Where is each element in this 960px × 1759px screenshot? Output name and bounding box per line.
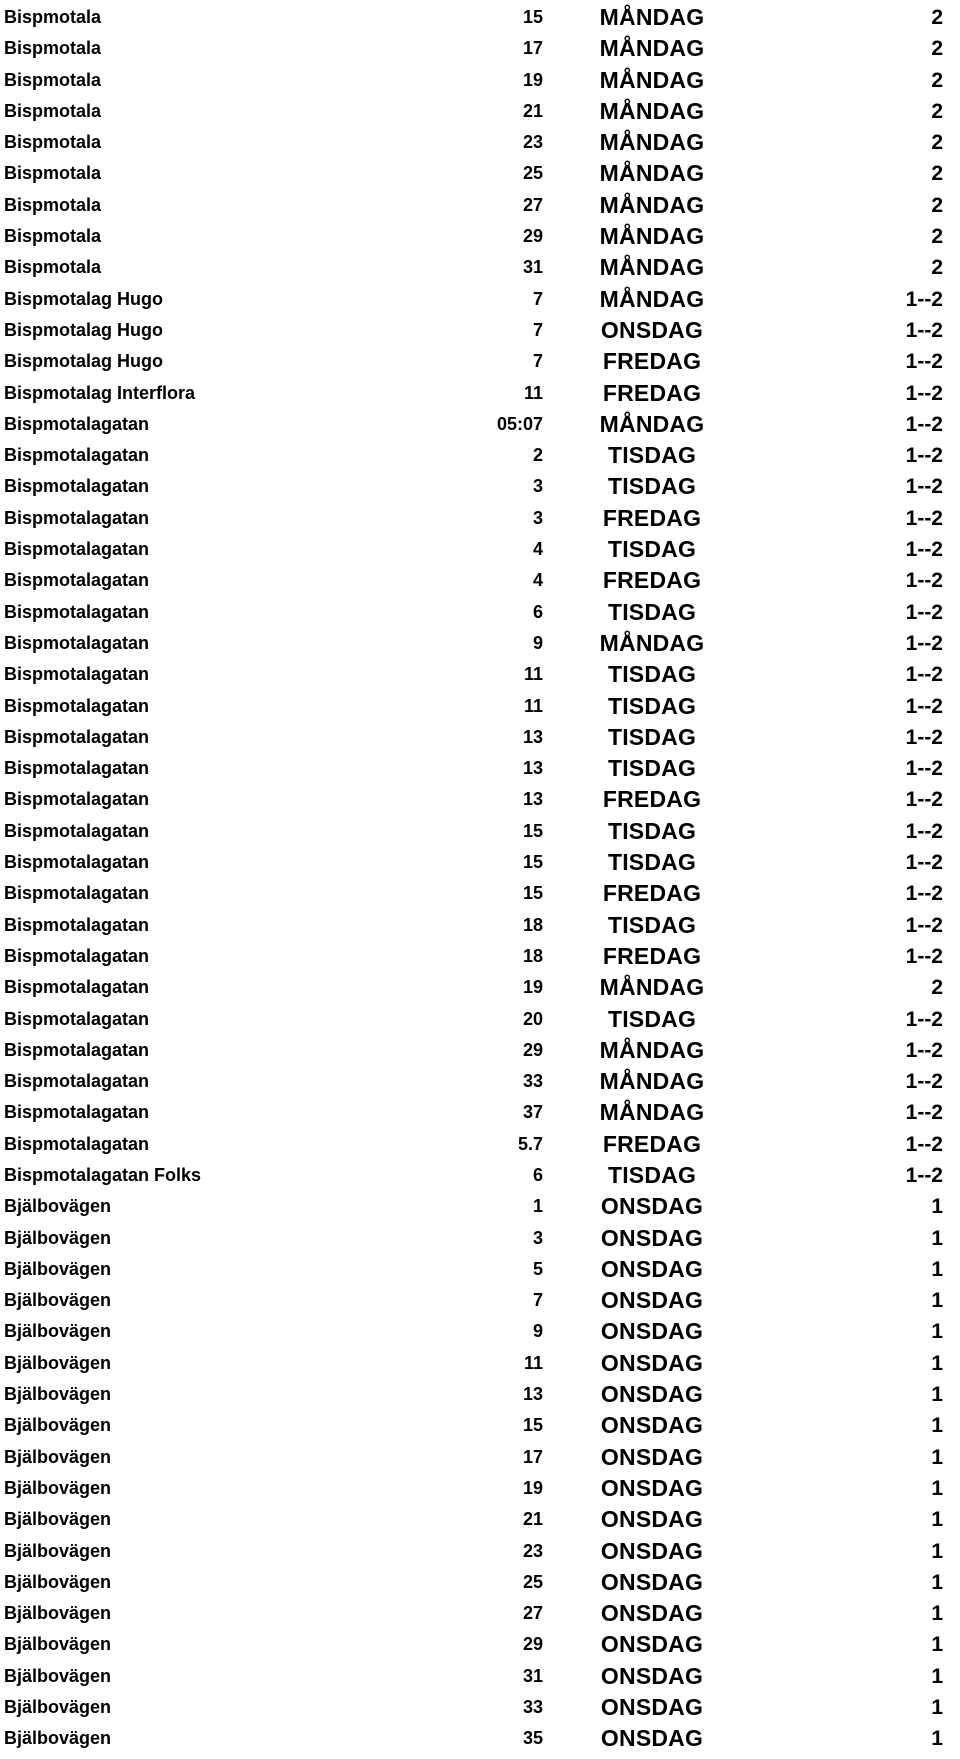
table-row (0, 378, 960, 409)
table-row (0, 847, 960, 878)
weekday-cell: TISDAG (607, 911, 697, 938)
house-number-cell: 37 (522, 1102, 543, 1123)
house-number-cell: 35 (522, 1728, 543, 1749)
table-row (0, 816, 960, 847)
period-cell: 1--2 (905, 506, 943, 530)
period-cell: 2 (931, 256, 943, 280)
weekday-cell: TISDAG (607, 473, 697, 500)
weekday-cell: FREDAG (602, 567, 702, 594)
house-number-cell: 15 (522, 7, 543, 27)
street-name-cell: Bispmotalagatan (4, 632, 150, 653)
table-row (0, 972, 960, 1003)
house-number-cell: 3 (532, 1227, 543, 1248)
weekday-cell: MÅNDAG (599, 160, 705, 187)
table-row (0, 1473, 960, 1504)
weekday-cell: MÅNDAG (599, 4, 705, 30)
house-number-cell: 25 (522, 1571, 543, 1592)
street-name-cell: Bjälbovägen (4, 1415, 112, 1436)
table-row (0, 1129, 960, 1160)
weekday-cell: MÅNDAG (599, 410, 705, 437)
house-number-cell: 23 (522, 132, 543, 153)
weekday-cell: TISDAG (607, 536, 697, 563)
weekday-cell: ONSDAG (600, 1412, 704, 1439)
house-number-cell: 29 (522, 1634, 543, 1655)
weekday-cell: ONSDAG (600, 1224, 704, 1251)
house-number-cell: 9 (532, 632, 543, 653)
house-number-cell: 19 (522, 977, 543, 998)
period-cell: 1 (931, 1289, 943, 1313)
period-cell: 1 (931, 1633, 943, 1657)
house-number-cell: 31 (522, 257, 543, 278)
period-cell: 1--2 (905, 569, 943, 593)
house-number-cell: 13 (522, 758, 543, 779)
table-row (0, 659, 960, 690)
street-name-cell: Bispmotalag Hugo (4, 351, 164, 372)
period-cell: 1 (931, 1226, 943, 1250)
street-name-cell: Bispmotalagatan (4, 476, 150, 497)
period-cell: 1--2 (905, 631, 943, 655)
weekday-cell: FREDAG (602, 504, 702, 531)
weekday-cell: TISDAG (607, 849, 697, 876)
weekday-cell: ONSDAG (600, 1318, 704, 1345)
weekday-cell: ONSDAG (600, 316, 704, 343)
table-row (0, 1379, 960, 1410)
weekday-cell: ONSDAG (600, 1443, 704, 1470)
house-number-cell: 11 (523, 664, 543, 685)
house-number-cell: 19 (522, 69, 543, 90)
table-row (0, 878, 960, 909)
street-name-cell: Bjälbovägen (4, 1196, 112, 1217)
street-name-cell: Bispmotalagatan Folks (4, 1164, 202, 1185)
table-row (0, 565, 960, 596)
table-row (0, 1348, 960, 1379)
street-name-cell: Bispmotalagatan (4, 445, 150, 466)
house-number-cell: 27 (522, 1603, 543, 1624)
table-row (0, 1160, 960, 1191)
period-cell: 2 (931, 6, 943, 29)
table-row (0, 1035, 960, 1066)
table-row (0, 1598, 960, 1629)
street-name-cell: Bispmotalagatan (4, 507, 150, 528)
street-name-cell: Bispmotalagatan (4, 883, 150, 904)
street-name-cell: Bispmotalagatan (4, 977, 150, 998)
period-cell: 1--2 (905, 350, 943, 374)
period-cell: 1--2 (905, 944, 943, 968)
weekday-cell: MÅNDAG (599, 285, 705, 312)
weekday-cell: MÅNDAG (599, 66, 705, 93)
table-row (0, 1410, 960, 1441)
weekday-cell: FREDAG (602, 880, 702, 907)
street-name-cell: Bjälbovägen (4, 1227, 112, 1248)
street-name-cell: Bjälbovägen (4, 1665, 112, 1686)
period-cell: 2 (931, 162, 943, 186)
street-name-cell: Bispmotalagatan (4, 1071, 150, 1092)
table-row (0, 784, 960, 815)
house-number-cell: 13 (522, 1384, 543, 1405)
street-name-cell: Bispmotalagatan (4, 726, 150, 747)
period-cell: 2 (931, 99, 943, 123)
period-cell: 1--2 (905, 1163, 943, 1187)
street-name-cell: Bispmotalagatan (4, 601, 150, 622)
street-name-cell: Bispmotala (4, 69, 102, 90)
period-cell: 1 (931, 1539, 943, 1563)
table-row (0, 315, 960, 346)
period-cell: 2 (931, 37, 943, 61)
table-row (0, 691, 960, 722)
weekday-cell: ONSDAG (600, 1662, 704, 1689)
period-cell: 1 (931, 1696, 943, 1720)
weekday-cell: ONSDAG (600, 1631, 704, 1658)
period-cell: 1 (931, 1195, 943, 1219)
house-number-cell: 1 (532, 1196, 543, 1217)
period-cell: 1 (931, 1383, 943, 1407)
house-number-cell: 18 (522, 945, 543, 966)
weekday-cell: ONSDAG (600, 1694, 704, 1721)
weekday-cell: ONSDAG (600, 1600, 704, 1627)
weekday-cell: ONSDAG (600, 1568, 704, 1595)
weekday-cell: TISDAG (607, 598, 697, 625)
street-name-cell: Bispmotalagatan (4, 664, 150, 685)
street-name-cell: Bispmotalagatan (4, 852, 150, 873)
table-row (0, 96, 960, 127)
house-number-cell: 17 (522, 38, 543, 59)
table-row (0, 127, 960, 158)
street-name-cell: Bispmotalagatan (4, 789, 150, 810)
street-name-cell: Bjälbovägen (4, 1352, 112, 1373)
weekday-cell: MÅNDAG (599, 129, 705, 156)
period-cell: 2 (931, 193, 943, 217)
street-name-cell: Bjälbovägen (4, 1540, 112, 1561)
weekday-cell: ONSDAG (600, 1193, 704, 1220)
weekday-cell: FREDAG (602, 942, 702, 969)
weekday-cell: MÅNDAG (599, 1068, 705, 1095)
period-cell: 1 (931, 1727, 943, 1751)
table-row (0, 1004, 960, 1035)
street-name-cell: Bispmotala (4, 226, 102, 247)
period-cell: 2 (931, 131, 943, 155)
table-row (0, 252, 960, 283)
table-row (0, 722, 960, 753)
weekday-cell: MÅNDAG (599, 35, 705, 62)
weekday-cell: TISDAG (607, 723, 697, 750)
house-number-cell: 4 (532, 570, 543, 591)
house-number-cell: 19 (522, 1477, 543, 1498)
street-name-cell: Bispmotalagatan (4, 1039, 150, 1060)
house-number-cell: 21 (522, 1509, 543, 1530)
period-cell: 2 (931, 976, 943, 1000)
street-name-cell: Bispmotala (4, 7, 102, 27)
table-row (0, 284, 960, 315)
table-row (0, 1066, 960, 1097)
street-name-cell: Bjälbovägen (4, 1384, 112, 1405)
weekday-cell: TISDAG (607, 755, 697, 782)
house-number-cell: 13 (522, 726, 543, 747)
table-row (0, 1661, 960, 1692)
table-row (0, 346, 960, 377)
house-number-cell: 7 (532, 288, 543, 309)
table-row (0, 1316, 960, 1347)
table-row (0, 753, 960, 784)
period-cell: 1--2 (905, 725, 943, 749)
period-cell: 1 (931, 1570, 943, 1594)
street-name-cell: Bispmotala (4, 38, 102, 59)
period-cell: 1--2 (905, 381, 943, 405)
table-row (0, 1504, 960, 1535)
period-cell: 1 (931, 1602, 943, 1626)
street-name-cell: Bispmotalag Interflora (4, 382, 196, 403)
period-cell: 1--2 (905, 694, 943, 718)
weekday-cell: MÅNDAG (599, 974, 705, 1001)
street-name-cell: Bjälbovägen (4, 1603, 112, 1624)
house-number-cell: 15 (522, 820, 543, 841)
period-cell: 1--2 (905, 819, 943, 843)
table-row (0, 190, 960, 221)
house-number-cell: 27 (522, 194, 543, 215)
house-number-cell: 5 (532, 1258, 543, 1279)
house-number-cell: 29 (522, 226, 543, 247)
table-row (0, 1536, 960, 1567)
house-number-cell: 29 (522, 1039, 543, 1060)
period-cell: 2 (931, 225, 943, 249)
table-row (0, 221, 960, 252)
period-cell: 1 (931, 1508, 943, 1532)
house-number-cell: 15 (522, 852, 543, 873)
table-row (0, 910, 960, 941)
table-row (0, 1629, 960, 1660)
house-number-cell: 05:07 (496, 413, 543, 434)
house-number-cell: 11 (523, 382, 543, 403)
house-number-cell: 7 (532, 1290, 543, 1311)
table-row (0, 1723, 960, 1754)
street-name-cell: Bispmotalagatan (4, 570, 150, 591)
period-cell: 1--2 (905, 1101, 943, 1125)
weekday-cell: FREDAG (602, 379, 702, 406)
table-row (0, 1254, 960, 1285)
period-cell: 1 (931, 1476, 943, 1500)
house-number-cell: 5.7 (517, 1133, 543, 1154)
street-name-cell: Bispmotalagatan (4, 539, 150, 560)
period-cell: 1--2 (905, 882, 943, 906)
weekday-cell: MÅNDAG (599, 1099, 705, 1126)
weekday-cell: TISDAG (607, 1161, 697, 1188)
street-name-cell: Bispmotalagatan (4, 695, 150, 716)
table-row (0, 2, 960, 33)
house-number-cell: 11 (523, 1352, 543, 1373)
weekday-cell: TISDAG (607, 661, 697, 688)
period-cell: 1--2 (905, 1070, 943, 1094)
period-cell: 1 (931, 1414, 943, 1438)
weekday-cell: FREDAG (602, 348, 702, 375)
table-row (0, 941, 960, 972)
street-name-cell: Bjälbovägen (4, 1634, 112, 1655)
period-cell: 1--2 (905, 444, 943, 468)
house-number-cell: 15 (522, 1415, 543, 1436)
period-cell: 1--2 (905, 788, 943, 812)
street-name-cell: Bjälbovägen (4, 1258, 112, 1279)
weekday-cell: MÅNDAG (599, 1036, 705, 1063)
house-number-cell: 33 (522, 1697, 543, 1718)
weekday-cell: ONSDAG (600, 1287, 704, 1314)
street-name-cell: Bispmotala (4, 132, 102, 153)
period-cell: 1 (931, 1320, 943, 1344)
period-cell: 1--2 (905, 600, 943, 624)
weekday-cell: TISDAG (607, 817, 697, 844)
house-number-cell: 7 (532, 319, 543, 340)
house-number-cell: 31 (522, 1665, 543, 1686)
weekday-cell: MÅNDAG (599, 97, 705, 124)
table-row (0, 1567, 960, 1598)
table-row (0, 1223, 960, 1254)
period-cell: 1--2 (905, 412, 943, 436)
table-row (0, 65, 960, 96)
table-row (0, 33, 960, 64)
table-row (0, 1285, 960, 1316)
weekday-cell: TISDAG (607, 1005, 697, 1032)
house-number-cell: 4 (532, 539, 543, 560)
weekday-cell: FREDAG (602, 786, 702, 813)
street-name-cell: Bispmotala (4, 194, 102, 215)
period-cell: 1--2 (905, 475, 943, 499)
street-name-cell: Bjälbovägen (4, 1509, 112, 1530)
period-cell: 1--2 (905, 1132, 943, 1156)
house-number-cell: 25 (522, 163, 543, 184)
table-row (0, 440, 960, 471)
weekday-cell: MÅNDAG (599, 191, 705, 218)
period-cell: 1--2 (905, 318, 943, 342)
period-cell: 1--2 (905, 538, 943, 562)
weekday-cell: ONSDAG (600, 1474, 704, 1501)
street-name-cell: Bjälbovägen (4, 1290, 112, 1311)
period-cell: 1--2 (905, 851, 943, 875)
period-cell: 1 (931, 1351, 943, 1375)
weekday-cell: ONSDAG (600, 1506, 704, 1533)
house-number-cell: 11 (523, 695, 543, 716)
street-name-cell: Bjälbovägen (4, 1571, 112, 1592)
street-name-cell: Bispmotalagatan (4, 758, 150, 779)
house-number-cell: 18 (522, 914, 543, 935)
house-number-cell: 15 (522, 883, 543, 904)
street-name-cell: Bjälbovägen (4, 1477, 112, 1498)
period-cell: 1 (931, 1257, 943, 1281)
table-row (0, 1097, 960, 1128)
weekday-cell: ONSDAG (600, 1725, 704, 1752)
weekday-cell: MÅNDAG (599, 254, 705, 281)
schedule-table (0, 2, 960, 1755)
weekday-cell: TISDAG (607, 692, 697, 719)
table-row (0, 597, 960, 628)
house-number-cell: 13 (522, 789, 543, 810)
house-number-cell: 17 (522, 1446, 543, 1467)
period-cell: 1--2 (905, 287, 943, 311)
period-cell: 2 (931, 68, 943, 92)
period-cell: 1 (931, 1664, 943, 1688)
house-number-cell: 33 (522, 1071, 543, 1092)
house-number-cell: 2 (532, 445, 543, 466)
weekday-cell: ONSDAG (600, 1537, 704, 1564)
street-name-cell: Bjälbovägen (4, 1321, 112, 1342)
table-row (0, 1191, 960, 1222)
street-name-cell: Bispmotalagatan (4, 945, 150, 966)
table-row (0, 471, 960, 502)
table-row (0, 628, 960, 659)
street-name-cell: Bjälbovägen (4, 1697, 112, 1718)
street-name-cell: Bispmotalagatan (4, 820, 150, 841)
street-name-cell: Bispmotalag Hugo (4, 319, 164, 340)
period-cell: 1 (931, 1445, 943, 1469)
street-name-cell: Bispmotalagatan (4, 914, 150, 935)
weekday-cell: ONSDAG (600, 1381, 704, 1408)
table-row (0, 534, 960, 565)
street-name-cell: Bjälbovägen (4, 1446, 112, 1467)
street-name-cell: Bispmotala (4, 100, 102, 121)
house-number-cell: 20 (522, 1008, 543, 1029)
table-row (0, 158, 960, 189)
weekday-cell: MÅNDAG (599, 629, 705, 656)
house-number-cell: 7 (532, 351, 543, 372)
house-number-cell: 3 (532, 476, 543, 497)
table-row (0, 1692, 960, 1723)
street-name-cell: Bispmotalagatan (4, 1008, 150, 1029)
house-number-cell: 21 (522, 100, 543, 121)
weekday-cell: TISDAG (607, 442, 697, 469)
house-number-cell: 6 (532, 601, 543, 622)
street-name-cell: Bjälbovägen (4, 1728, 112, 1749)
house-number-cell: 6 (532, 1164, 543, 1185)
house-number-cell: 9 (532, 1321, 543, 1342)
street-name-cell: Bispmotalagatan (4, 413, 150, 434)
weekday-cell: ONSDAG (600, 1255, 704, 1282)
street-name-cell: Bispmotalagatan (4, 1133, 150, 1154)
period-cell: 1--2 (905, 1007, 943, 1031)
period-cell: 1--2 (905, 1038, 943, 1062)
table-row (0, 1442, 960, 1473)
weekday-cell: FREDAG (602, 1130, 702, 1157)
house-number-cell: 23 (522, 1540, 543, 1561)
period-cell: 1--2 (905, 913, 943, 937)
weekday-cell: ONSDAG (600, 1349, 704, 1376)
table-row (0, 409, 960, 440)
house-number-cell: 3 (532, 507, 543, 528)
street-name-cell: Bispmotalag Hugo (4, 288, 164, 309)
weekday-cell: MÅNDAG (599, 223, 705, 250)
period-cell: 1--2 (905, 757, 943, 781)
table-row (0, 503, 960, 534)
street-name-cell: Bispmotala (4, 257, 102, 278)
street-name-cell: Bispmotalagatan (4, 1102, 150, 1123)
street-name-cell: Bispmotala (4, 163, 102, 184)
period-cell: 1--2 (905, 663, 943, 687)
